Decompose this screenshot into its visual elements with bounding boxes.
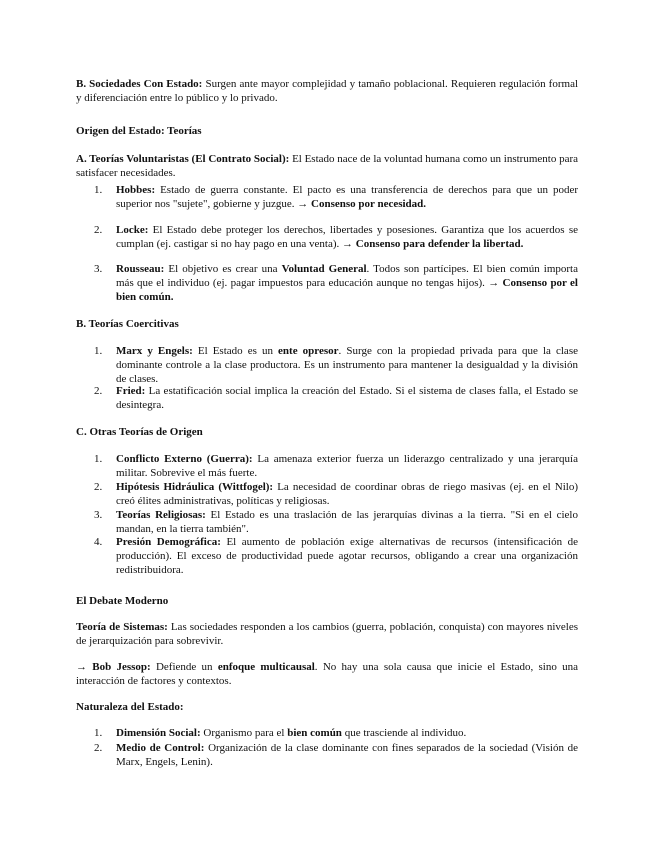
item-text: El objetivo es crear una (164, 263, 282, 275)
list-item-locke (116, 223, 578, 251)
list-item-presion-demografica (116, 535, 578, 577)
sistemas-text: Las sociedades responden a los cambios (guerra, población, conquista) con mayores niveles de jerarquización para sobrevivir. (76, 621, 578, 647)
jessop-label: Bob Jessop: (87, 661, 151, 673)
list-item-rousseau (116, 262, 578, 304)
item-text: Organismo para el (200, 727, 288, 739)
naturaleza-heading: Naturaleza del Estado: (76, 701, 184, 713)
item-text: La necesidad de coordinar obras de riego masivas (ej. en el Nilo) creó élites administrativas, políticas y religiosas. (116, 481, 578, 507)
item-highlight: ente opresor (278, 345, 339, 357)
item-name: Rousseau: (116, 263, 165, 275)
item-text: El aumento de población exige alternativas de recursos (intensificación de producción). El exceso de productividad puede agotar recursos, obligando a crear una organización redistribuidora. (116, 536, 578, 576)
jessop-highlight: enfoque multicausal (217, 661, 315, 673)
intro-paragraph (76, 77, 578, 105)
sistemas-label: Teoría de Sistemas: (76, 621, 168, 633)
voluntaristas-text: El Estado nace de la voluntad humana como un instrumento para satisfacer necesidades. (76, 153, 578, 179)
list-number: 3. (94, 263, 103, 275)
coercitivas-heading: B. Teorías Coercitivas (76, 318, 179, 330)
list-item-medio-de-control (116, 741, 578, 769)
item-text: . Surge con la propiedad privada para que la clase dominante controle a la clase productora. Es un instrumento para mantener la desigualdad y la división de clases. (116, 345, 578, 385)
otras-heading: C. Otras Teorías de Origen (76, 426, 203, 438)
item-text: El Estado es una traslación de las jerarquías divinas a la tierra. "Si en el cielo mandan, en la tierra también". (116, 509, 578, 535)
item-text: El Estado es un (192, 345, 279, 357)
voluntaristas-heading: A. Teorías Voluntaristas (El Contrato Social): (76, 153, 290, 165)
item-name: Fried: (116, 385, 146, 397)
list-number: 3. (94, 509, 103, 521)
list-item-teorias-religiosas (116, 508, 578, 536)
jessop-text: . No hay una sola causa que inicie el Estado, sino una interacción de factores y contextos. (76, 661, 578, 687)
list-item-conflicto-externo (116, 452, 578, 480)
list-item-hobbes (116, 183, 578, 211)
list-number: 1. (94, 184, 103, 196)
item-conclusion: Consenso por necesidad. (311, 198, 427, 210)
list-item-marx-engels (116, 344, 578, 386)
item-text: La amenaza exterior fuerza un liderazgo centralizado y una jerarquía militar. Sobrevive el más fuerte. (116, 453, 578, 479)
item-text: . Todos son partícipes. El bien común importa más que el individuo (ej. pagar impuestos para educación aunque no tengas hijos). → (116, 263, 578, 289)
jessop-text: Defiende un (150, 661, 218, 673)
item-name: Locke: (116, 224, 149, 236)
list-number: 2. (94, 742, 103, 754)
item-text: La estatificación social implica la creación del Estado. Si el sistema de clases falla, el Estado se desintegra. (116, 385, 578, 411)
jessop-paragraph (76, 660, 578, 688)
list-number: 1. (94, 453, 103, 465)
item-text: Organización de la clase dominante con fines separados de la sociedad (Visión de Marx, Engels, Lenin). (116, 742, 578, 768)
list-item-hipotesis-hidraulica (116, 480, 578, 508)
item-conclusion: Consenso por el bien común. (116, 277, 578, 303)
origin-title: Origen del Estado: Teorías (76, 125, 202, 137)
item-text: Estado de guerra constante. El pacto es una transferencia de derechos para que un poder superior nos "sujete", gobierne y juzgue. → (116, 184, 578, 210)
item-highlight: bien común (287, 727, 342, 739)
list-number: 2. (94, 481, 103, 493)
item-name: Hipótesis Hidráulica (Wittfogel): (116, 481, 274, 493)
list-number: 2. (94, 385, 103, 397)
item-name: Presión Demográfica: (116, 536, 221, 548)
voluntaristas-paragraph (76, 152, 578, 180)
list-number: 2. (94, 224, 103, 236)
arrow-icon: → (76, 661, 87, 673)
item-name: Teorías Religiosas: (116, 509, 206, 521)
item-text: que trasciende al individuo. (341, 727, 467, 739)
list-number: 1. (94, 727, 103, 739)
list-item-fried (116, 384, 578, 412)
item-name: Marx y Engels: (116, 345, 193, 357)
item-name: Medio de Control: (116, 742, 205, 754)
item-name: Dimensión Social: (116, 727, 201, 739)
debate-heading: El Debate Moderno (76, 595, 169, 607)
list-number: 1. (94, 345, 103, 357)
intro-label: B. Sociedades Con Estado: (76, 78, 203, 90)
item-highlight: Voluntad General (281, 263, 367, 275)
item-conclusion: Consenso para defender la libertad. (355, 238, 524, 250)
intro-text: Surgen ante mayor complejidad y tamaño poblacional. Requieren regulación formal y diferenciación entre lo público y lo privado. (76, 78, 579, 104)
list-number: 4. (94, 536, 103, 548)
item-name: Conflicto Externo (Guerra): (116, 453, 253, 465)
item-text: El Estado debe proteger los derechos, libertades y posesiones. Garantiza que los acuerdos se cumplan (ej. castigar si no hay pago en una venta). → (116, 224, 578, 250)
list-item-dimension-social (116, 726, 578, 740)
item-name: Hobbes: (116, 184, 156, 196)
sistemas-paragraph (76, 620, 578, 648)
